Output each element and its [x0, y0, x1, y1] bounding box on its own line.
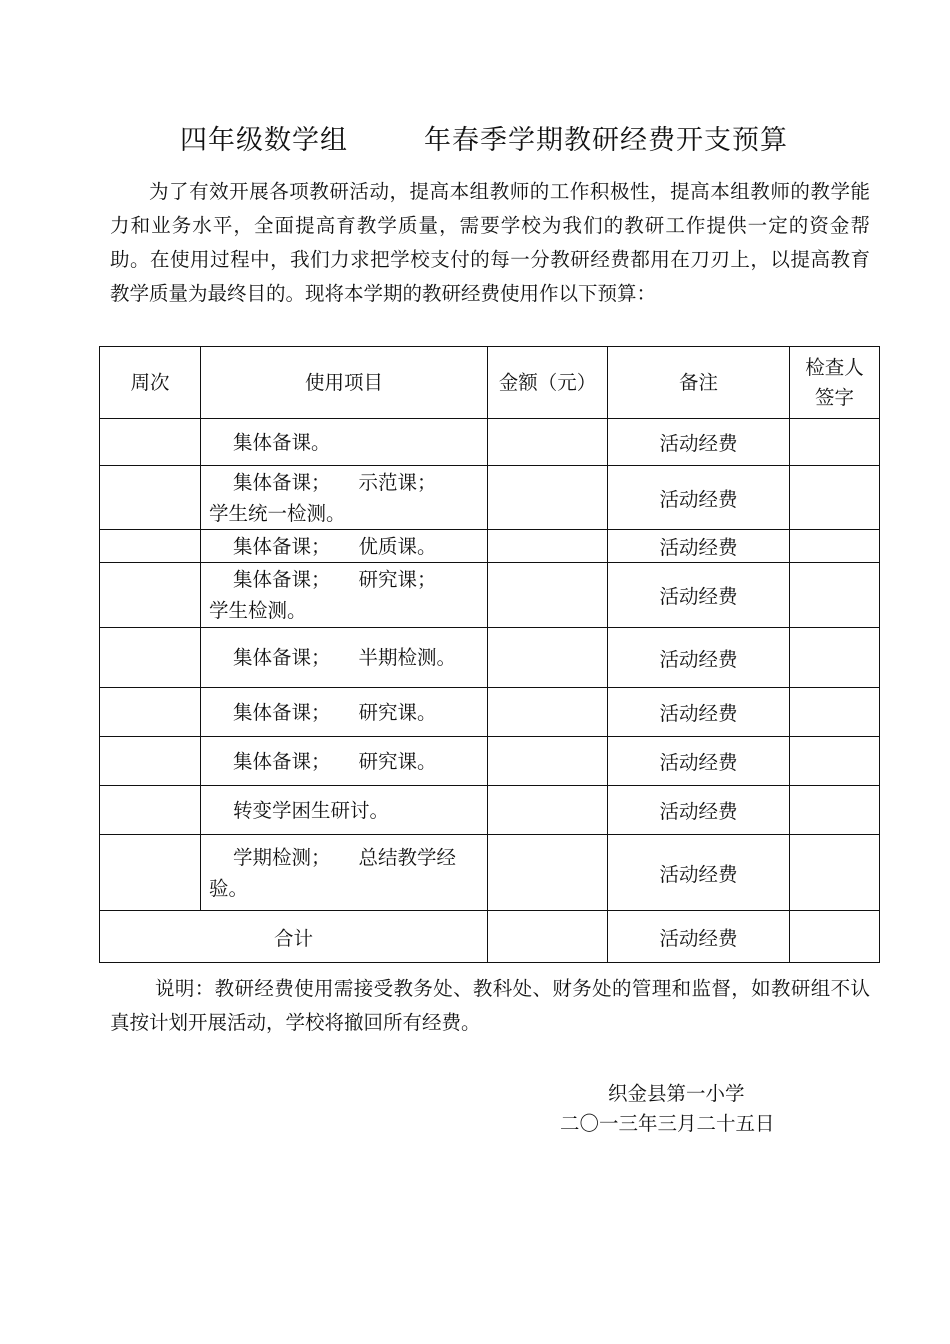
remark-cell: 活动经费: [608, 563, 790, 628]
table-total-row: [100, 911, 880, 963]
table-row: 集体备课； 示范课； 学生统一检测。 活动经费: [100, 466, 880, 530]
table-row: 集体备课； 优质课。 活动经费: [100, 530, 880, 563]
title-subject: 年春季学期教研经费开支预算: [424, 125, 788, 156]
title-group: 四年级数学组: [180, 125, 348, 156]
budget-table: [99, 346, 880, 963]
remark-cell: 活动经费: [608, 835, 790, 911]
signature-date: 二〇一三年三月二十五日: [560, 1112, 775, 1135]
remark-cell: 活动经费: [608, 786, 790, 835]
table-row: 集体备课； 研究课。 活动经费: [100, 688, 880, 737]
note-paragraph: 说明：教研经费使用需接受教务处、教科处、财务处的管理和监督，如教研组不认真按计划开展活动，学校将撤回所有经费。: [110, 977, 870, 1034]
remark-cell: 活动经费: [608, 688, 790, 737]
header-amount: 金额（元）: [488, 347, 608, 419]
remark-cell: 活动经费: [608, 628, 790, 688]
table-row: 集体备课； 研究课。 活动经费: [100, 737, 880, 786]
table-row: 转变学困生研讨。 活动经费: [100, 786, 880, 835]
table-row: 学期检测； 总结教学经 验。 活动经费: [100, 835, 880, 911]
table-header-row: [100, 347, 880, 419]
remark-cell: 活动经费: [608, 530, 790, 563]
header-checker: 检查人 签字: [790, 347, 880, 419]
header-week: 周次: [100, 347, 201, 419]
intro-paragraph: 为了有效开展各项教研活动，提高本组教师的工作积极性，提高本组教师的教学能力和业务水平，全面提高育教学质量，需要学校为我们的教研工作提供一定的资金帮助。在使用过程中，我们力求把学校支付的每一分教研经费都用在刀刃上，以提高教育教学质量为最终目的。现将本学期的教研经费使用作以下预算：: [110, 180, 870, 305]
table-row: 集体备课； 半期检测。 活动经费: [100, 628, 880, 688]
signature-org: 织金县第一小学: [608, 1082, 745, 1105]
header-item: 使用项目: [201, 347, 488, 419]
table-row: 集体备课； 研究课； 学生检测。 活动经费: [100, 563, 880, 628]
table-row: 集体备课。 活动经费: [100, 419, 880, 466]
remark-cell: 活动经费: [608, 419, 790, 466]
total-label: 合计: [100, 911, 488, 963]
remark-cell: 活动经费: [608, 737, 790, 786]
remark-cell: 活动经费: [608, 466, 790, 530]
header-remark: 备注: [608, 347, 790, 419]
total-remark: 活动经费: [608, 911, 790, 963]
